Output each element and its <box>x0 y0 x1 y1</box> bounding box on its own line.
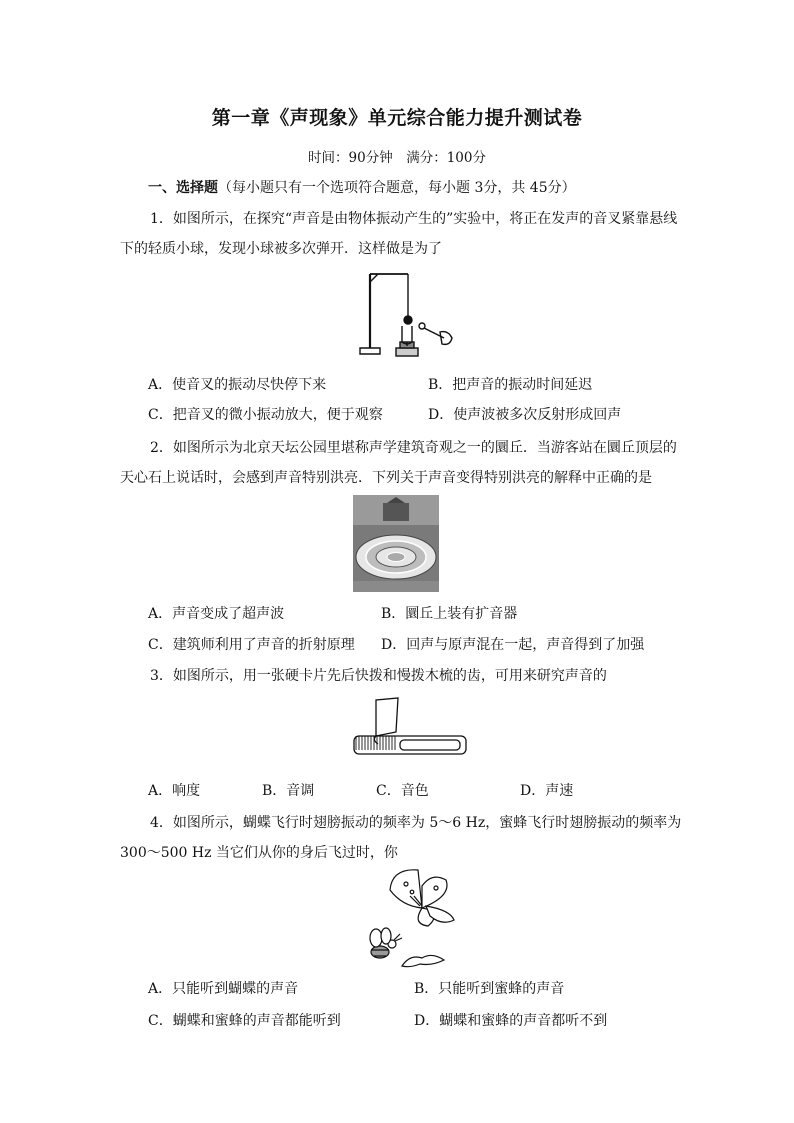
butterfly-and-bee-figure <box>362 866 462 970</box>
q1-option-a: A．使音叉的振动尽快停下来 <box>148 377 327 393</box>
q2-option-c: C．建筑师利用了声音的折射原理 <box>148 637 355 653</box>
q1-stem-line-2: 下的轻质小球，发现小球被多次弹开．这样做是为了 <box>120 241 442 257</box>
q2-option-d: D．回声与原声混在一起，声音得到了加强 <box>381 637 645 653</box>
q4-option-c: C．蝴蝶和蜜蜂的声音都能听到 <box>148 1013 341 1029</box>
q2-stem-line-2: 天心石上说话时，会感到声音特别洪亮．下列关于声音变得特别洪亮的解释中正确的是 <box>120 470 652 486</box>
q3-option-d: D．声速 <box>520 783 574 799</box>
q1-stem-line-1: 1．如图所示，在探究“声音是由物体振动产生的”实验中，将正在发声的音叉紧靠悬线 <box>150 211 678 227</box>
q1-option-d: D．使声波被多次反射形成回声 <box>428 407 622 423</box>
q4-stem-line-2: 300～500 Hz 当它们从你的身后飞过时，你 <box>120 845 398 861</box>
q4-option-b: B．只能听到蜜蜂的声音 <box>414 981 565 997</box>
q1-option-b: B．把声音的振动时间延迟 <box>428 377 593 393</box>
q2-option-b: B．圜丘上装有扩音器 <box>381 606 518 622</box>
section-label: 一、选择题 <box>148 180 218 196</box>
tuning-fork-pendulum-figure <box>352 268 462 360</box>
q4-stem-line-1: 4．如图所示，蝴蝶飞行时翅膀振动的频率为 5～6 Hz，蜜蜂飞行时翅膀振动的频率为 <box>150 815 682 831</box>
q4-option-a: A．只能听到蝴蝶的声音 <box>148 981 299 997</box>
q3-option-b: B．音调 <box>262 783 315 799</box>
exam-info: 时间：90分钟 满分：100分 <box>308 150 486 166</box>
q3-option-a: A．响度 <box>148 783 201 799</box>
q3-stem-line-1: 3．如图所示，用一张硬卡片先后快拨和慢拨木梳的齿，可用来研究声音的 <box>150 668 607 684</box>
q1-option-c: C．把音叉的微小振动放大，便于观察 <box>148 407 383 423</box>
q2-option-a: A．声音变成了超声波 <box>148 606 285 622</box>
q4-option-d: D．蝴蝶和蜜蜂的声音都听不到 <box>414 1013 608 1029</box>
section-heading <box>148 177 576 197</box>
q2-stem-line-1: 2．如图所示为北京天坛公园里堪称声学建筑奇观之一的圜丘．当游客站在圜丘顶层的 <box>150 440 677 456</box>
page-title: 第一章《声现象》单元综合能力提升测试卷 <box>211 107 583 129</box>
comb-and-card-figure <box>350 696 470 762</box>
circular-mound-altar-photo <box>353 495 439 592</box>
q3-option-c: C．音色 <box>376 783 429 799</box>
section-description: （每小题只有一个选项符合题意，每小题 3分，共 45分） <box>218 180 576 196</box>
